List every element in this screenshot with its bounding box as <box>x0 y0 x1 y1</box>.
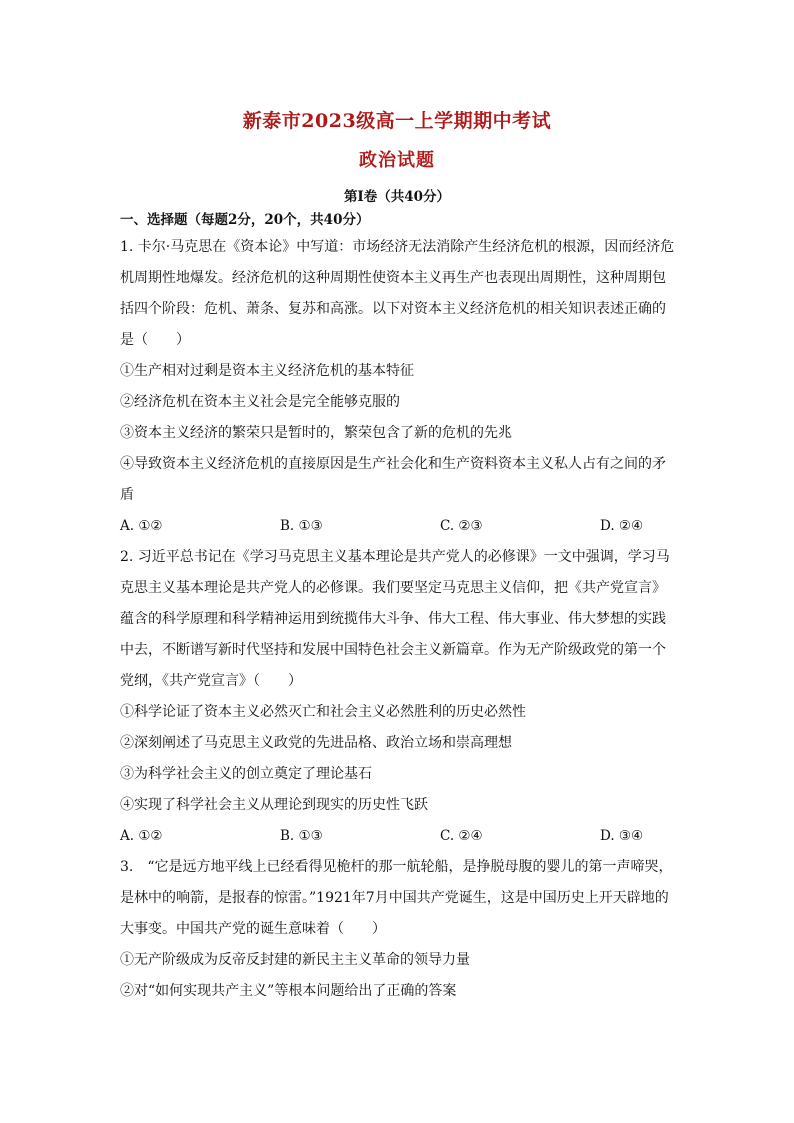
questions-body <box>120 232 676 1007</box>
statement-item: ①科学论证了资本主义必然灭亡和社会主义必然胜利的历史必然性 <box>120 704 526 720</box>
statement-item: ①无产阶级成为反帝反封建的新民主主义革命的领导力量 <box>120 952 470 968</box>
statement-item: ④实现了科学社会主义从理论到现实的历史性飞跃 <box>120 797 428 813</box>
choice-a[interactable]: A. ①② <box>120 518 163 534</box>
choice-c[interactable]: C. ②④ <box>440 828 483 844</box>
answer-choices <box>120 511 676 542</box>
choice-d[interactable]: D. ②④ <box>600 518 644 534</box>
question-stem: 2. 习近平总书记在《学习马克思主义基本理论是共产党人的必修课》一文中强调，学习马克思主义基本理论是共产党人的必修课。我们要坚定马克思主义信仰，把《共产党宣言》蕴含的科学原理和科学精神运用到统揽伟大斗争、伟大工程、伟大事业、伟大梦想的实践中去，不断谱写新时代坚持和发展中国特色社会主义新篇章。作为无产阶级政党的第一个党纲，《共产党宣言》（ ） <box>120 549 670 689</box>
statement-item: ②深刻阐述了马克思主义政党的先进品格、政治立场和崇高理想 <box>120 735 512 751</box>
choice-b[interactable]: B. ①③ <box>280 828 323 844</box>
choice-d[interactable]: D. ③④ <box>600 828 644 844</box>
statement-item: ③为科学社会主义的创立奠定了理论基石 <box>120 766 372 782</box>
statement-item: ④导致资本主义经济危机的直接原因是生产社会化和生产资料资本主义私人占有之间的矛盾 <box>120 456 666 503</box>
volume-heading: 第Ⅰ卷（共40分） <box>343 189 451 205</box>
question-3 <box>120 852 676 1007</box>
exam-title: 新泰市2023级高一上学期期中考试 <box>242 110 552 132</box>
question-1 <box>120 232 676 542</box>
question-stem: 1. 卡尔·马克思在《资本论》中写道：市场经济无法消除产生经济危机的根源，因而经济危机周期性地爆发。经济危机的这种周期性使资本主义再生产也表现出周期性，这种周期包括四个阶段：危机、萧条、复苏和高涨。以下对资本主义经济危机的相关知识表述正确的是（ ） <box>120 239 675 348</box>
choice-c[interactable]: C. ②③ <box>440 518 483 534</box>
subject-title: 政治试题 <box>359 150 435 171</box>
statement-item: ②对“如何实现共产主义”等根本问题给出了正确的答案 <box>120 983 457 999</box>
statement-item: ②经济危机在资本主义社会是完全能够克服的 <box>120 394 400 410</box>
section-heading: 一、选择题（每题2分，20个，共40分） <box>120 212 370 228</box>
statement-item: ③资本主义经济的繁荣只是暂时的，繁荣包含了新的危机的先兆 <box>120 425 512 441</box>
choice-a[interactable]: A. ①② <box>120 828 163 844</box>
statement-item: ①生产相对过剩是资本主义经济危机的基本特征 <box>120 363 414 379</box>
choice-b[interactable]: B. ①③ <box>280 518 323 534</box>
answer-choices <box>120 821 676 852</box>
question-2 <box>120 542 676 852</box>
question-stem: 3. “它是远方地平线上已经看得见桅杆的那一航轮船，是挣脱母腹的婴儿的第一声啼哭，是林中的响箭，是报春的惊雷。”1921年7月中国共产党诞生，这是中国历史上开天辟地的大事变。中国共产党的诞生意味着（ ） <box>120 859 673 937</box>
